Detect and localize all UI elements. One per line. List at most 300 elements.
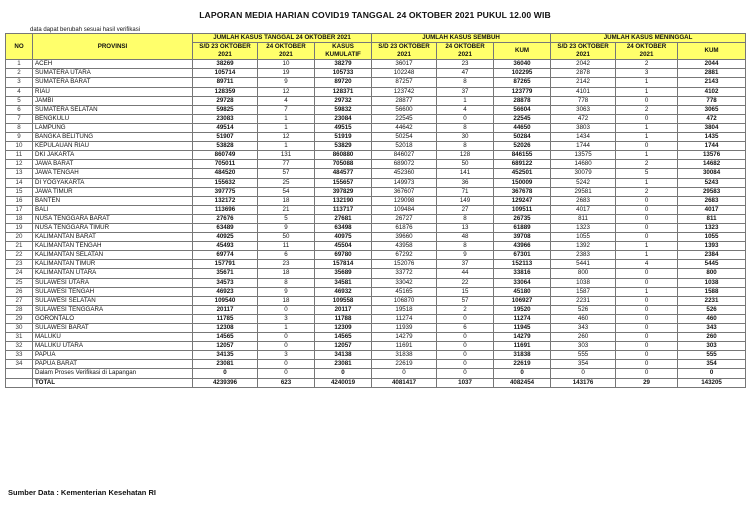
cell-meninggal-kum: 354 bbox=[678, 360, 746, 369]
cell-meninggal-sd: 2231 bbox=[551, 296, 616, 305]
cell-sembuh-kum: 67301 bbox=[494, 251, 551, 260]
cell-meninggal-sd: 2878 bbox=[551, 69, 616, 78]
cell-sembuh-sd: 52018 bbox=[372, 142, 437, 151]
cell-no: 3 bbox=[6, 78, 33, 87]
cell-kasus-new: 54 bbox=[258, 187, 315, 196]
cell-provinsi: TOTAL bbox=[33, 378, 193, 387]
cell-kasus-kum: 46932 bbox=[315, 287, 372, 296]
covid-table bbox=[5, 33, 746, 388]
cell-meninggal-new: 1 bbox=[616, 133, 678, 142]
header-group-kasus: JUMLAH KASUS TANGGAL 24 OKTOBER 2021 bbox=[193, 34, 372, 43]
cell-meninggal-sd: 30079 bbox=[551, 169, 616, 178]
cell-kasus-new: 1 bbox=[258, 324, 315, 333]
cell-kasus-kum: 0 bbox=[315, 369, 372, 378]
cell-meninggal-new: 2 bbox=[616, 187, 678, 196]
cell-meninggal-new: 1 bbox=[616, 78, 678, 87]
cell-sembuh-kum: 102295 bbox=[494, 69, 551, 78]
cell-provinsi: NUSA TENGGARA BARAT bbox=[33, 214, 193, 223]
header-meninggal-sd: S/D 23 OKTOBER 2021 bbox=[551, 43, 616, 60]
table-row bbox=[6, 223, 746, 232]
cell-sembuh-kum: 106927 bbox=[494, 296, 551, 305]
table-row bbox=[6, 287, 746, 296]
cell-meninggal-sd: 14680 bbox=[551, 160, 616, 169]
cell-sembuh-kum: 28878 bbox=[494, 96, 551, 105]
cell-provinsi: SULAWESI BARAT bbox=[33, 324, 193, 333]
cell-meninggal-kum: 811 bbox=[678, 214, 746, 223]
cell-provinsi: MALUKU UTARA bbox=[33, 342, 193, 351]
cell-kasus-kum: 63498 bbox=[315, 223, 372, 232]
cell-sembuh-sd: 689072 bbox=[372, 160, 437, 169]
cell-kasus-new: 0 bbox=[258, 369, 315, 378]
cell-meninggal-new: 0 bbox=[616, 223, 678, 232]
table-row bbox=[6, 60, 746, 69]
table-row bbox=[6, 205, 746, 214]
cell-sembuh-kum: 22545 bbox=[494, 114, 551, 123]
cell-meninggal-sd: 526 bbox=[551, 305, 616, 314]
cell-sembuh-kum: 87265 bbox=[494, 78, 551, 87]
table-row bbox=[6, 123, 746, 132]
cell-meninggal-sd: 0 bbox=[551, 369, 616, 378]
cell-meninggal-sd: 811 bbox=[551, 214, 616, 223]
header-provinsi: PROVINSI bbox=[33, 34, 193, 60]
cell-provinsi: KALIMANTAN TENGAH bbox=[33, 242, 193, 251]
cell-sembuh-sd: 43958 bbox=[372, 242, 437, 251]
cell-meninggal-kum: 2881 bbox=[678, 69, 746, 78]
table-row bbox=[6, 324, 746, 333]
cell-kasus-sd: 157791 bbox=[193, 260, 258, 269]
cell-meninggal-kum: 143205 bbox=[678, 378, 746, 387]
table-row bbox=[6, 278, 746, 287]
cell-sembuh-kum: 11945 bbox=[494, 324, 551, 333]
cell-sembuh-sd: 26727 bbox=[372, 214, 437, 223]
cell-meninggal-kum: 3804 bbox=[678, 123, 746, 132]
cell-meninggal-new: 5 bbox=[616, 169, 678, 178]
cell-sembuh-kum: 22619 bbox=[494, 360, 551, 369]
cell-sembuh-kum: 689122 bbox=[494, 160, 551, 169]
cell-kasus-kum: 11788 bbox=[315, 314, 372, 323]
cell-sembuh-new: 15 bbox=[437, 287, 494, 296]
cell-kasus-new: 1 bbox=[258, 142, 315, 151]
cell-meninggal-sd: 4101 bbox=[551, 87, 616, 96]
cell-meninggal-kum: 1435 bbox=[678, 133, 746, 142]
cell-kasus-kum: 53829 bbox=[315, 142, 372, 151]
cell-sembuh-kum: 367678 bbox=[494, 187, 551, 196]
verification-note: data dapat berubah sesuai hasil verifikasi bbox=[30, 27, 141, 33]
cell-kasus-new: 0 bbox=[258, 342, 315, 351]
cell-sembuh-sd: 123742 bbox=[372, 87, 437, 96]
cell-kasus-new: 3 bbox=[258, 314, 315, 323]
cell-meninggal-kum: 4017 bbox=[678, 205, 746, 214]
cell-sembuh-sd: 11274 bbox=[372, 314, 437, 323]
cell-meninggal-sd: 343 bbox=[551, 324, 616, 333]
cell-sembuh-new: 30 bbox=[437, 133, 494, 142]
cell-kasus-new: 57 bbox=[258, 169, 315, 178]
cell-meninggal-new: 2 bbox=[616, 105, 678, 114]
cell-sembuh-new: 0 bbox=[437, 333, 494, 342]
cell-sembuh-kum: 61889 bbox=[494, 223, 551, 232]
cell-kasus-kum: 860880 bbox=[315, 151, 372, 160]
cell-provinsi: KALIMANTAN BARAT bbox=[33, 233, 193, 242]
cell-sembuh-sd: 11939 bbox=[372, 324, 437, 333]
cell-provinsi: KALIMANTAN TIMUR bbox=[33, 260, 193, 269]
cell-no: 32 bbox=[6, 342, 33, 351]
cell-meninggal-sd: 555 bbox=[551, 351, 616, 360]
total-row bbox=[6, 378, 746, 387]
cell-sembuh-kum: 129247 bbox=[494, 196, 551, 205]
cell-sembuh-new: 9 bbox=[437, 251, 494, 260]
cell-meninggal-kum: 30084 bbox=[678, 169, 746, 178]
cell-kasus-kum: 59832 bbox=[315, 105, 372, 114]
cell-sembuh-new: 8 bbox=[437, 214, 494, 223]
cell-meninggal-new: 1 bbox=[616, 242, 678, 251]
cell-provinsi: BALI bbox=[33, 205, 193, 214]
cell-sembuh-kum: 33816 bbox=[494, 269, 551, 278]
cell-no: 23 bbox=[6, 260, 33, 269]
cell-sembuh-kum: 14279 bbox=[494, 333, 551, 342]
cell-sembuh-sd: 106870 bbox=[372, 296, 437, 305]
cell-sembuh-kum: 123779 bbox=[494, 87, 551, 96]
cell-kasus-new: 10 bbox=[258, 60, 315, 69]
cell-meninggal-sd: 4017 bbox=[551, 205, 616, 214]
cell-no: 13 bbox=[6, 169, 33, 178]
table-row bbox=[6, 105, 746, 114]
cell-sembuh-kum: 109511 bbox=[494, 205, 551, 214]
cell-kasus-kum: 23081 bbox=[315, 360, 372, 369]
cell-sembuh-new: 22 bbox=[437, 278, 494, 287]
cell-kasus-kum: 34581 bbox=[315, 278, 372, 287]
cell-sembuh-new: 13 bbox=[437, 223, 494, 232]
cell-provinsi: SUMATERA BARAT bbox=[33, 78, 193, 87]
header-kasus-sd: S/D 23 OKTOBER 2021 bbox=[193, 43, 258, 60]
cell-meninggal-sd: 2142 bbox=[551, 78, 616, 87]
cell-sembuh-kum: 19520 bbox=[494, 305, 551, 314]
cell-sembuh-kum: 11691 bbox=[494, 342, 551, 351]
cell-sembuh-sd: 109484 bbox=[372, 205, 437, 214]
cell-kasus-new: 25 bbox=[258, 178, 315, 187]
cell-sembuh-new: 48 bbox=[437, 233, 494, 242]
cell-no: 1 bbox=[6, 60, 33, 69]
table-row bbox=[6, 214, 746, 223]
header-sembuh-kum: KUM bbox=[494, 43, 551, 60]
cell-sembuh-sd: 846027 bbox=[372, 151, 437, 160]
cell-provinsi: SUMATERA SELATAN bbox=[33, 105, 193, 114]
cell-meninggal-new: 0 bbox=[616, 333, 678, 342]
cell-kasus-new: 77 bbox=[258, 160, 315, 169]
cell-sembuh-sd: 0 bbox=[372, 369, 437, 378]
cell-kasus-new: 131 bbox=[258, 151, 315, 160]
table-row bbox=[6, 69, 746, 78]
cell-no: 22 bbox=[6, 251, 33, 260]
cell-sembuh-new: 44 bbox=[437, 269, 494, 278]
cell-no: 30 bbox=[6, 324, 33, 333]
cell-sembuh-kum: 152113 bbox=[494, 260, 551, 269]
header-group-meninggal: JUMLAH KASUS MENINGGAL bbox=[551, 34, 746, 43]
cell-sembuh-sd: 129098 bbox=[372, 196, 437, 205]
cell-kasus-sd: 49514 bbox=[193, 123, 258, 132]
cell-meninggal-sd: 1744 bbox=[551, 142, 616, 151]
cell-meninggal-sd: 143176 bbox=[551, 378, 616, 387]
cell-meninggal-sd: 13575 bbox=[551, 151, 616, 160]
cell-sembuh-new: 37 bbox=[437, 260, 494, 269]
cell-no: 6 bbox=[6, 105, 33, 114]
cell-sembuh-sd: 102248 bbox=[372, 69, 437, 78]
cell-sembuh-new: 0 bbox=[437, 342, 494, 351]
cell-sembuh-new: 1037 bbox=[437, 378, 494, 387]
cell-provinsi: ACEH bbox=[33, 60, 193, 69]
cell-meninggal-new: 0 bbox=[616, 351, 678, 360]
cell-meninggal-sd: 460 bbox=[551, 314, 616, 323]
cell-kasus-new: 4 bbox=[258, 96, 315, 105]
cell-sembuh-new: 50 bbox=[437, 160, 494, 169]
cell-provinsi: KALIMANTAN SELATAN bbox=[33, 251, 193, 260]
cell-kasus-sd: 59825 bbox=[193, 105, 258, 114]
cell-meninggal-sd: 5441 bbox=[551, 260, 616, 269]
cell-meninggal-kum: 2384 bbox=[678, 251, 746, 260]
cell-sembuh-sd: 56600 bbox=[372, 105, 437, 114]
cell-no: 5 bbox=[6, 96, 33, 105]
cell-sembuh-sd: 152076 bbox=[372, 260, 437, 269]
cell-sembuh-sd: 22545 bbox=[372, 114, 437, 123]
cell-meninggal-sd: 778 bbox=[551, 96, 616, 105]
cell-no: 12 bbox=[6, 160, 33, 169]
cell-provinsi: KEPULAUAN RIAU bbox=[33, 142, 193, 151]
cell-meninggal-new: 3 bbox=[616, 69, 678, 78]
cell-meninggal-new: 1 bbox=[616, 287, 678, 296]
cell-provinsi: LAMPUNG bbox=[33, 123, 193, 132]
table-row bbox=[6, 269, 746, 278]
cell-kasus-sd: 34573 bbox=[193, 278, 258, 287]
cell-meninggal-sd: 29581 bbox=[551, 187, 616, 196]
cell-kasus-kum: 132190 bbox=[315, 196, 372, 205]
cell-meninggal-kum: 472 bbox=[678, 114, 746, 123]
cell-no: 29 bbox=[6, 314, 33, 323]
table-row bbox=[6, 151, 746, 160]
cell-kasus-sd: 23081 bbox=[193, 360, 258, 369]
cell-meninggal-sd: 1038 bbox=[551, 278, 616, 287]
cell-sembuh-kum: 50284 bbox=[494, 133, 551, 142]
cell-kasus-sd: 89711 bbox=[193, 78, 258, 87]
cell-kasus-new: 623 bbox=[258, 378, 315, 387]
cell-provinsi: DI YOGYAKARTA bbox=[33, 178, 193, 187]
cell-meninggal-new: 1 bbox=[616, 151, 678, 160]
cell-kasus-sd: 12057 bbox=[193, 342, 258, 351]
table-row bbox=[6, 233, 746, 242]
cell-no: 21 bbox=[6, 242, 33, 251]
cell-meninggal-kum: 460 bbox=[678, 314, 746, 323]
cell-kasus-new: 18 bbox=[258, 296, 315, 305]
cell-sembuh-sd: 33042 bbox=[372, 278, 437, 287]
cell-kasus-kum: 4240019 bbox=[315, 378, 372, 387]
table-row bbox=[6, 333, 746, 342]
cell-meninggal-new: 2 bbox=[616, 160, 678, 169]
cell-meninggal-kum: 1323 bbox=[678, 223, 746, 232]
cell-sembuh-kum: 26735 bbox=[494, 214, 551, 223]
cell-provinsi: DKI JAKARTA bbox=[33, 151, 193, 160]
cell-meninggal-kum: 260 bbox=[678, 333, 746, 342]
table-row bbox=[6, 96, 746, 105]
cell-meninggal-kum: 526 bbox=[678, 305, 746, 314]
cell-provinsi: NUSA TENGGARA TIMUR bbox=[33, 223, 193, 232]
cell-kasus-new: 19 bbox=[258, 69, 315, 78]
cell-sembuh-new: 36 bbox=[437, 178, 494, 187]
cell-meninggal-kum: 2143 bbox=[678, 78, 746, 87]
cell-kasus-new: 0 bbox=[258, 305, 315, 314]
cell-sembuh-new: 47 bbox=[437, 69, 494, 78]
cell-meninggal-new: 0 bbox=[616, 114, 678, 123]
cell-kasus-kum: 12309 bbox=[315, 324, 372, 333]
cell-kasus-kum: 89720 bbox=[315, 78, 372, 87]
cell-sembuh-sd: 22619 bbox=[372, 360, 437, 369]
cell-kasus-new: 21 bbox=[258, 205, 315, 214]
cell-kasus-sd: 46923 bbox=[193, 287, 258, 296]
cell-kasus-sd: 23083 bbox=[193, 114, 258, 123]
cell-kasus-sd: 45493 bbox=[193, 242, 258, 251]
cell-kasus-kum: 484577 bbox=[315, 169, 372, 178]
cell-kasus-kum: 35689 bbox=[315, 269, 372, 278]
cell-kasus-kum: 128371 bbox=[315, 87, 372, 96]
cell-kasus-sd: 860749 bbox=[193, 151, 258, 160]
cell-meninggal-kum: 1393 bbox=[678, 242, 746, 251]
cell-provinsi: SULAWESI TENGGARA bbox=[33, 305, 193, 314]
cell-provinsi: RIAU bbox=[33, 87, 193, 96]
cell-sembuh-new: 0 bbox=[437, 114, 494, 123]
cell-no: 4 bbox=[6, 87, 33, 96]
cell-sembuh-sd: 67292 bbox=[372, 251, 437, 260]
cell-kasus-sd: 53828 bbox=[193, 142, 258, 151]
cell-meninggal-sd: 472 bbox=[551, 114, 616, 123]
cell-kasus-sd: 29728 bbox=[193, 96, 258, 105]
cell-meninggal-kum: 3065 bbox=[678, 105, 746, 114]
cell-provinsi: PAPUA BARAT bbox=[33, 360, 193, 369]
cell-meninggal-kum: 1055 bbox=[678, 233, 746, 242]
cell-sembuh-kum: 0 bbox=[494, 369, 551, 378]
cell-kasus-sd: 109540 bbox=[193, 296, 258, 305]
cell-sembuh-kum: 43966 bbox=[494, 242, 551, 251]
cell-meninggal-new: 0 bbox=[616, 278, 678, 287]
cell-meninggal-kum: 555 bbox=[678, 351, 746, 360]
cell-kasus-sd: 155632 bbox=[193, 178, 258, 187]
cell-sembuh-sd: 19518 bbox=[372, 305, 437, 314]
header-kasus-new: 24 OKTOBER 2021 bbox=[258, 43, 315, 60]
cell-meninggal-new: 0 bbox=[616, 296, 678, 305]
cell-kasus-new: 12 bbox=[258, 87, 315, 96]
table-row bbox=[6, 169, 746, 178]
cell-sembuh-new: 0 bbox=[437, 360, 494, 369]
cell-sembuh-sd: 33772 bbox=[372, 269, 437, 278]
cell-sembuh-new: 37 bbox=[437, 87, 494, 96]
cell-sembuh-kum: 33064 bbox=[494, 278, 551, 287]
cell-meninggal-new: 0 bbox=[616, 305, 678, 314]
cell-no: 7 bbox=[6, 114, 33, 123]
cell-meninggal-new: 2 bbox=[616, 60, 678, 69]
cell-kasus-kum: 157814 bbox=[315, 260, 372, 269]
cell-sembuh-kum: 39708 bbox=[494, 233, 551, 242]
cell-meninggal-sd: 2042 bbox=[551, 60, 616, 69]
cell-sembuh-new: 71 bbox=[437, 187, 494, 196]
cell-kasus-new: 11 bbox=[258, 242, 315, 251]
cell-provinsi: JAMBI bbox=[33, 96, 193, 105]
cell-kasus-new: 50 bbox=[258, 233, 315, 242]
cell-meninggal-new: 1 bbox=[616, 251, 678, 260]
cell-no: 24 bbox=[6, 269, 33, 278]
cell-sembuh-kum: 11274 bbox=[494, 314, 551, 323]
cell-sembuh-kum: 56604 bbox=[494, 105, 551, 114]
cell-sembuh-kum: 4082454 bbox=[494, 378, 551, 387]
cell-kasus-sd: 35671 bbox=[193, 269, 258, 278]
cell-provinsi: MALUKU bbox=[33, 333, 193, 342]
table-row bbox=[6, 251, 746, 260]
table-row bbox=[6, 133, 746, 142]
cell-sembuh-sd: 149973 bbox=[372, 178, 437, 187]
cell-kasus-sd: 14565 bbox=[193, 333, 258, 342]
cell-meninggal-kum: 29583 bbox=[678, 187, 746, 196]
cell-kasus-sd: 4239396 bbox=[193, 378, 258, 387]
cell-kasus-new: 6 bbox=[258, 251, 315, 260]
cell-meninggal-sd: 303 bbox=[551, 342, 616, 351]
cell-kasus-new: 12 bbox=[258, 133, 315, 142]
cell-sembuh-kum: 52026 bbox=[494, 142, 551, 151]
cell-provinsi: JAWA TENGAH bbox=[33, 169, 193, 178]
cell-kasus-new: 18 bbox=[258, 196, 315, 205]
cell-kasus-kum: 113717 bbox=[315, 205, 372, 214]
cell-no: 9 bbox=[6, 133, 33, 142]
cell-meninggal-kum: 1588 bbox=[678, 287, 746, 296]
cell-meninggal-kum: 5445 bbox=[678, 260, 746, 269]
cell-meninggal-new: 0 bbox=[616, 214, 678, 223]
cell-provinsi: Dalam Proses Verifikasi di Lapangan bbox=[33, 369, 193, 378]
cell-sembuh-sd: 87257 bbox=[372, 78, 437, 87]
cell-kasus-kum: 705088 bbox=[315, 160, 372, 169]
cell-kasus-new: 9 bbox=[258, 287, 315, 296]
cell-no: 34 bbox=[6, 360, 33, 369]
cell-meninggal-sd: 5242 bbox=[551, 178, 616, 187]
cell-meninggal-kum: 5243 bbox=[678, 178, 746, 187]
cell-sembuh-new: 128 bbox=[437, 151, 494, 160]
cell-no: 2 bbox=[6, 69, 33, 78]
header-group-sembuh: JUMLAH KASUS SEMBUH bbox=[372, 34, 551, 43]
cell-sembuh-sd: 45165 bbox=[372, 287, 437, 296]
cell-provinsi: JAWA TIMUR bbox=[33, 187, 193, 196]
table-row bbox=[6, 196, 746, 205]
cell-kasus-new: 8 bbox=[258, 278, 315, 287]
cell-meninggal-sd: 260 bbox=[551, 333, 616, 342]
table-row bbox=[6, 369, 746, 378]
cell-kasus-sd: 51907 bbox=[193, 133, 258, 142]
header-sembuh-sd: S/D 23 OKTOBER 2021 bbox=[372, 43, 437, 60]
cell-meninggal-sd: 2683 bbox=[551, 196, 616, 205]
table-row bbox=[6, 314, 746, 323]
cell-kasus-new: 1 bbox=[258, 114, 315, 123]
cell-no: 33 bbox=[6, 351, 33, 360]
cell-sembuh-new: 8 bbox=[437, 78, 494, 87]
cell-kasus-kum: 49515 bbox=[315, 123, 372, 132]
header-meninggal-kum: KUM bbox=[678, 43, 746, 60]
cell-meninggal-sd: 3803 bbox=[551, 123, 616, 132]
cell-meninggal-sd: 1392 bbox=[551, 242, 616, 251]
cell-meninggal-kum: 0 bbox=[678, 369, 746, 378]
cell-no: 17 bbox=[6, 205, 33, 214]
cell-no: 20 bbox=[6, 233, 33, 242]
cell-kasus-sd: 12308 bbox=[193, 324, 258, 333]
header-row-group bbox=[6, 34, 746, 43]
source-note: Sumber Data : Kementerian Kesehatan RI bbox=[8, 488, 156, 497]
cell-provinsi: SUMATERA UTARA bbox=[33, 69, 193, 78]
cell-meninggal-kum: 2044 bbox=[678, 60, 746, 69]
cell-no: 19 bbox=[6, 223, 33, 232]
cell-sembuh-kum: 31838 bbox=[494, 351, 551, 360]
cell-meninggal-kum: 2231 bbox=[678, 296, 746, 305]
cell-sembuh-kum: 452501 bbox=[494, 169, 551, 178]
